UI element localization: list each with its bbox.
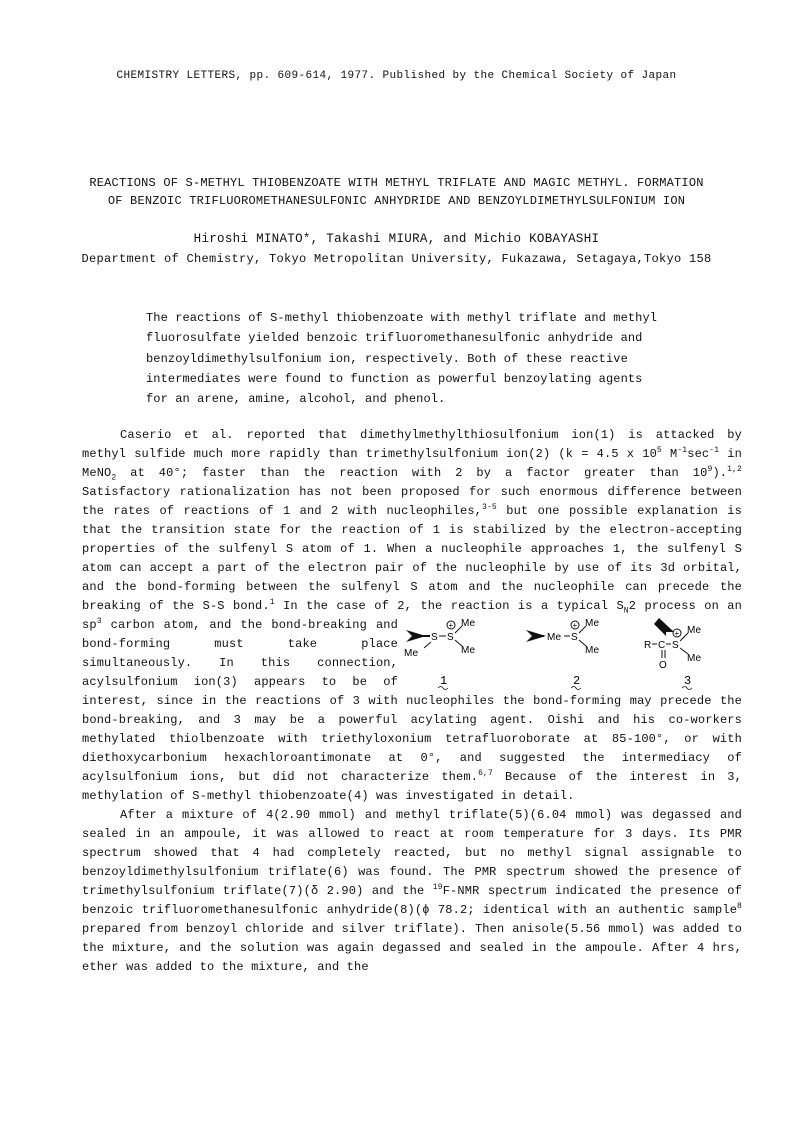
r-group-label: R [644, 640, 652, 651]
methyl-label: Me [547, 632, 562, 643]
superscript: 9 [707, 465, 713, 474]
superscript: 19 [432, 883, 443, 892]
subscript: 2 [111, 473, 117, 483]
text-run: Satisfactory rationalization has not been proposed for such enormous difference between the rates of reactions of 1 and 2 with nucleophiles, [82, 485, 742, 518]
compound-number-1: 1 [440, 674, 448, 688]
structures-svg [404, 618, 742, 692]
methyl-label: Me [585, 645, 600, 656]
text-run: After a mixture of 4(2.90 mmol) and methyl triflate(5)(6.04 mmol) was degassed and sealed in an ampoule, it was allowed to react at room temperature for 3 days. Its PMR spectrum showed that 4 had completely reacted, but no methyl signal assignable to benzoyldimethylsulfonium triflate(6) was found. The PMR spectrum showed the presence of trimethylsulfonium triflate(7)(δ 2.90) and the [82, 808, 742, 898]
compound-number-2: 2 [573, 674, 581, 688]
title-line-2: OF BENZOIC TRIFLUOROMETHANESULFONIC ANHYDRIDE AND BENZOYLDIMETHYLSULFONIUM ION [107, 194, 686, 208]
arrow-icon [654, 618, 674, 636]
text-run: 2 process on an sp [82, 599, 742, 632]
compound-number-3: 3 [684, 674, 692, 688]
bond-line [424, 642, 431, 648]
reference-mark: 6,7 [478, 769, 493, 778]
methyl-label: Me [461, 645, 476, 656]
plus-sign: + [674, 629, 680, 638]
plus-sign: + [448, 621, 454, 630]
subscript: N [623, 606, 629, 616]
text-run: but one possible explanation is that the transition state for the reaction of 1 is stabilized by the electron-accepting properties of the sulfenyl S atom of 1. When a nucleophile approaches 1, the sulfenyl S atom can accept a part of the electron pair of the nucleophile by use of its 3d orbital, and the bond-forming between the sulfenyl S atom and the nucleophile can precede the breaking of the S-S bond. [82, 504, 742, 613]
title-line-1: REACTIONS OF S-METHYL THIOBENZOATE WITH METHYL TRIFLATE AND MAGIC METHYL. FORMATION [89, 176, 704, 190]
text-run: In the case of 2, the reaction is a typical S [274, 599, 624, 613]
methyl-label: Me [687, 653, 702, 664]
sulfur-atom-label: S [431, 632, 438, 643]
sulfur-atom-label: S [571, 632, 578, 643]
reference-mark: 3-5 [482, 503, 497, 512]
reference-mark: 8 [737, 902, 742, 911]
superscript: -1 [709, 446, 720, 455]
plus-sign: + [572, 621, 578, 630]
sulfur-atom-label: S [672, 640, 679, 651]
reference-mark: 1 [269, 598, 275, 607]
journal-header: CHEMISTRY LETTERS, pp. 609-614, 1977. Published by the Chemical Society of Japan [116, 70, 677, 82]
text-run: sec [687, 447, 710, 461]
author-affiliation: Department of Chemistry, Tokyo Metropolitan University, Fukazawa, Setagaya,Tokyo 158 [81, 252, 712, 266]
text-run: Caserio et al. reported that dimethylmethylthiosulfonium ion(1) is attacked by methyl sulfide much more rapidly than trimethylsulfonium ion(2) (k = 4.5 x 10 [82, 428, 742, 461]
superscript: 3 [96, 617, 102, 626]
paragraph-1 [82, 426, 742, 806]
text-run: at 40°; faster than the reaction with 2 by a factor greater than 10 [116, 466, 708, 480]
oxygen-atom-label: O [659, 660, 667, 671]
author-block [40, 229, 753, 269]
methyl-label: Me [585, 618, 600, 629]
reference-mark: 1,2 [727, 465, 742, 474]
superscript: 5 [656, 446, 662, 455]
paper-title [40, 174, 753, 210]
sulfur-atom-label: S [447, 632, 454, 643]
text-run: M [661, 447, 678, 461]
text-run: prepared from benzoyl chloride and silver triflate). Then anisole(5.56 mmol) was added to the mixture, and the solution was again degassed and sealed in the ampoule. After 4 hrs, ether was added to the mixture, and the [82, 922, 742, 974]
methyl-label: Me [461, 618, 476, 629]
body-text [82, 426, 742, 977]
abstract: The reactions of S-methyl thiobenzoate with methyl triflate and methyl fluorosulfate yielded benzoic trifluoromethanesulfonic anhydride and benzoyldimethylsulfonium ion, respectively. Both of these reactive intermediates were found to function as powerful benzoylating agents for an arene, amine, alcohol, and phenol. [146, 311, 658, 407]
methyl-label: Me [687, 625, 702, 636]
superscript: -1 [677, 446, 688, 455]
carbon-atom-label: C [658, 640, 666, 651]
author-names: Hiroshi MINATO*, Takashi MIURA, and Michio KOBAYASHI [193, 232, 600, 246]
methyl-label: Me [404, 648, 419, 659]
sulfonium-structures-figure [404, 618, 742, 692]
text-run: ). [712, 466, 728, 480]
paragraph-2 [82, 806, 742, 977]
text-run: F-NMR spectrum indicated the presence of benzoic trifluoromethanesulfonic anhydride(8)(ϕ 78.2; identical with an authentic sample [82, 884, 742, 917]
text-run: in MeNO [82, 447, 742, 480]
text-run: carbon atom, and the bond-breaking and bond-forming must take place simultaneously. In this connection, acylsulfonium ion(3) appears to be of interest, since in the reactions of 3 with nucleophiles the bond-forming may precede the bond-breaking, and 3 may be a powerful acylating agent. Oishi and his co-workers methylated thiolbenzoate with triethyloxonium tetrafluoroborate at 85-100°, or with diethoxycarbonium hexachloroantimonate at 0°, and suggested the intermediacy of acylsulfonium ions, but did not characterize them. [82, 618, 742, 784]
text-run: Because of the interest in 3, methylation of S-methyl thiobenzoate(4) was investigated in detail. [82, 770, 742, 803]
